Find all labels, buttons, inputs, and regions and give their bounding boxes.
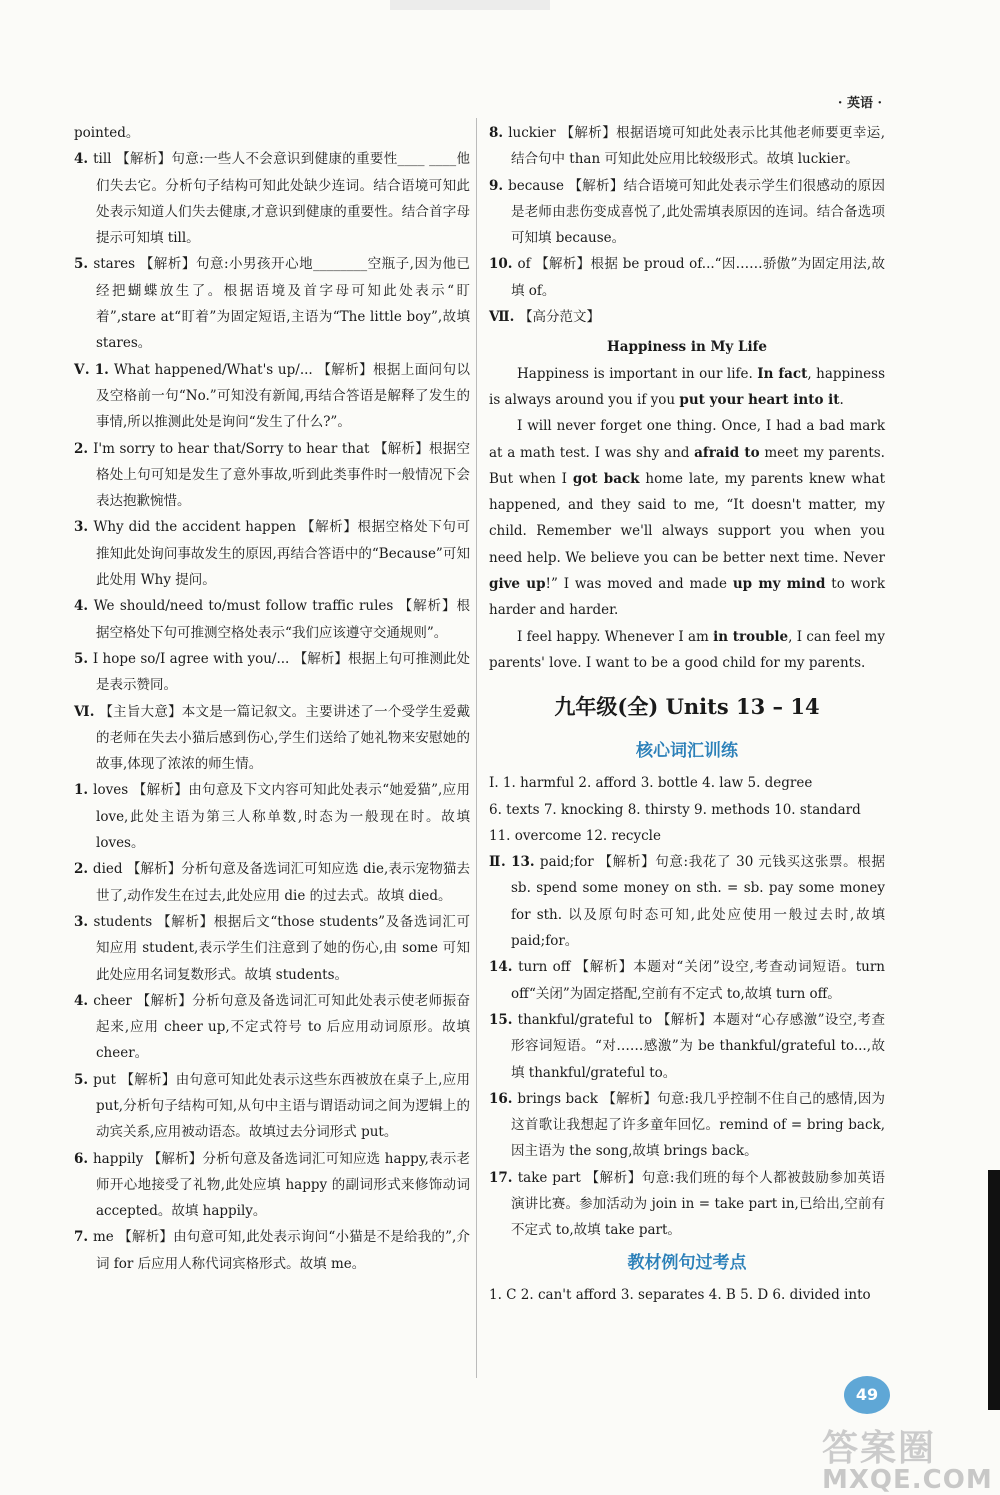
item-text: luckier 【解析】根据语境可知此处表示比其他老师要更幸运,结合句中 than 可知此处应用比较级形式。故填 luckier。 [508,125,885,168]
continued-text: pointed。 [74,125,140,141]
essay-text: to work harder and harder. [489,576,886,619]
vocab-answers [489,770,885,849]
scan-artifact [390,0,550,10]
essay-text: Happiness is important in our life. [517,365,758,382]
item-number: 6. [74,1150,93,1167]
answer-item [74,856,470,909]
item-number: 10. [489,256,518,273]
key-phrase: In fact [757,365,808,382]
section-title-examples: 教材例句过考点 [627,1252,747,1273]
subject-header: · 英语 · [837,96,882,111]
item-text: of 【解析】根据 be proud of...“因……骄傲”为固定用法,故填 of。 [511,256,886,299]
item-number: 1. [74,782,94,799]
item-text: take part 【解析】句意:我们班的每个人都被鼓励参加英语演讲比赛。参加活动为 join in = take part in,已给出,空前有不定式 to,故填 take part。 [511,1169,886,1239]
item-number: Ⅴ. 1. [74,361,114,378]
item-text: thankful/grateful to 【解析】本题对“心存感激”设空,考查形容词短语。“对……感激”为 be thankful/grateful to...,故填 thankful/grateful to。 [511,1011,885,1081]
item-number: Ⅶ. [489,309,519,326]
item-text: What happened/What's up/... 【解析】根据上面问句以及空格前一句“No.”可知没有新闻,再结合答语是解释了发生的事情,所以推测此处是询问“发生了什么?”。 [96,361,471,431]
answer-item [489,954,885,1007]
answer-item [74,909,470,988]
essay-text: . [839,391,844,408]
key-phrase: got back [572,470,640,487]
item-number: 9. [489,177,509,194]
item-text: stares 【解析】句意:小男孩开心地________空瓶子,因为他已经把蝴蝶放生了。根据语境及首字母可知此处表示“盯着”,stare at“盯着”为固定短语,主语为“The little boy”,故填 stares。 [93,256,470,352]
item-number: Ⅵ. [74,703,100,720]
key-phrase: in trouble [713,628,789,645]
answer-item [74,436,470,515]
answer-item [489,304,885,330]
essay-text: home late, my parents knew what happened, and they said to me, “It doesn't matter, my child. Remember we'll always support you when you need help. We believe you can be better next time. Never [489,470,886,566]
column-divider [476,118,477,1378]
example-answers: 1. C 2. can't afford 3. separates 4. B 5. D 6. divided into [489,1286,871,1303]
vocab-line: 11. overcome 12. recycle [489,827,661,844]
answer-item [74,988,470,1067]
answer-item [74,514,470,593]
item-text: Why did the accident happen 【解析】根据空格处下句可推知此处询问事故发生的原因,再结合答语中的“Because”可知此处用 Why 提问。 [93,519,470,589]
essay-paragraph-1 [489,361,885,414]
page-edge-tab [988,1170,1000,1410]
answer-item [74,699,470,778]
item-number: 3. [74,519,94,536]
answers-8-10 [489,120,885,330]
key-phrase: give up [489,576,546,593]
answer-item [74,1224,470,1277]
answer-item [489,1165,885,1244]
item-number: 3. [74,913,94,930]
essay-text: , I can feel my parents' love. I want to be a good child for my parents. [489,628,885,671]
item-text: I'm sorry to hear that/Sorry to hear that 【解析】根据空格处上句可知是发生了意外事故,听到此类事件时一般情况下会表达抱歉惋惜。 [93,440,471,510]
answer-item [74,593,470,646]
essay-paragraph-2 [489,413,885,623]
essay-text: meet my parents. But when I [489,444,885,487]
key-phrase: up my mind [732,576,826,593]
item-number: 2. [74,440,94,457]
item-number: 14. [489,959,519,976]
answer-item [489,849,885,954]
essay-text: I feel happy. Whenever I am [517,628,714,645]
answer-item [74,777,470,856]
essay-paragraph-3 [489,624,885,677]
item-text: put 【解析】由句意可知此处表示这些东西被放在桌子上,应用 put,分析句子结构可知,从句中主语与谓语动词之间为逻辑上的动宾关系,应用被动语态。故填过去分词形式 put。 [93,1071,471,1141]
item-number: 5. [74,650,93,667]
answer-item [489,120,885,173]
item-text: me 【解析】由句意可知,此处表示询问“小猫是不是给我的”,介词 for 后应用人称代词宾格形式。故填 me。 [93,1229,470,1272]
item-text: paid;for 【解析】句意:我花了 30 元钱买这张票。根据 sb. spend some money on sth. = sb. pay some money for sth. 以及原句时态可知,此处应使用一般过去时,故填 paid;for。 [511,854,885,950]
essay-text: , happiness is always around you if you [489,365,886,408]
answer-item [74,251,470,356]
watermark-en: MXQE.COM [822,1465,993,1495]
item-text: students 【解析】根据后文“those students”及备选词汇可知应用 student,表示学生们注意到了她的伤心,由 some 可知此处应用名词复数形式。故填 students。 [93,913,470,983]
essay-text: I will never forget one thing. Once, I had a bad mark at a math test. I was shy and [489,418,885,461]
item-number: Ⅱ. 13. [489,854,540,871]
left-column [74,120,470,1277]
item-text: brings back 【解析】句意:我几乎控制不住自己的感情,因为这首歌让我想起了许多童年回忆。remind of = bring back,因主语为 the song,故填 brings back。 [511,1090,886,1160]
unit-title: 九年级(全) Units 13 – 14 [554,694,820,720]
item-text: 【主旨大意】本文是一篇记叙文。主要讲述了一个受学生爱戴的老师在失去小猫后感到伤心,学生们送给了她礼物来安慰她的故事,体现了浓浓的师生情。 [96,703,470,773]
item-text: died 【解析】分析句意及备选词汇可知应选 die,表示宠物猫去世了,动作发生在过去,此处应用 die 的过去式。故填 died。 [92,861,470,904]
page-number: 49 [844,1376,890,1414]
answers-13-17 [489,849,885,1243]
item-number: 5. [74,256,94,273]
answer-item [74,146,470,251]
answer-item [74,1146,470,1225]
item-text: happily 【解析】分析句意及备选词汇可知应选 happy,表示老师开心地接受了礼物,此处应填 happy 的副词形式来修饰动词 accepted。故填 happily。 [92,1150,470,1220]
item-text: loves 【解析】由句意及下文内容可知此处表示“她爱猫”,应用 love,此处主语为第三人称单数,时态为一般现在时。故填 loves。 [93,782,470,852]
item-text: cheer 【解析】分析句意及备选词汇可知此处表示使老师振奋起来,应用 cheer up,不定式符号 to 后应用动词原形。故填 cheer。 [93,992,470,1062]
section-title-vocab: 核心词汇训练 [636,741,738,762]
answer-item [489,251,885,304]
vocab-line: Ⅰ. 1. harmful 2. afford 3. bottle 4. law 5. degree [489,775,813,792]
item-text: We should/need to/must follow traffic rules 【解析】根据空格处下句可推测空格处表示“我们应该遵守交通规则”。 [93,598,471,641]
item-text: turn off 【解析】本题对“关闭”设空,考查动词短语。turn off“关闭”为固定搭配,空前有不定式 to,故填 turn off。 [511,959,886,1002]
essay-text: !” I was moved and made [545,576,733,593]
answer-item [74,1067,470,1146]
answer-item [489,1086,885,1165]
item-number: 4. [74,151,94,168]
essay-title: Happiness in My Life [607,339,767,356]
key-phrase: afraid to [694,444,760,461]
vocab-line: 6. texts 7. knocking 8. thirsty 9. methods 10. standard [489,801,861,818]
item-text: I hope so/I agree with you/... 【解析】根据上句可推测此处是表示赞同。 [92,650,470,694]
item-number: 7. [74,1229,93,1246]
key-phrase: put your heart into it [679,391,840,408]
answer-item [74,357,470,436]
watermark-cn: 答案圈 [822,1428,937,1469]
answer-item [74,646,470,699]
item-number: 4. [74,992,94,1009]
item-text: till 【解析】句意:一些人不会意识到健康的重要性____ ____他们失去它。分析句子结构可知此处缺少连词。结合语境可知此处表示知道人们失去健康,才意识到健康的重要性。结合首字母提示可知填 till。 [93,151,470,247]
item-number: 17. [489,1169,518,1186]
site-watermark [822,1420,992,1495]
item-number: 2. [74,861,93,878]
item-text: 【高分范文】 [519,309,600,326]
item-number: 4. [74,598,94,615]
item-text: because 【解析】结合语境可知此处表示学生们很感动的原因是老师由悲伤变成喜悦了,此处需填表原因的连词。结合备选项可知填 because。 [508,177,885,247]
answer-item [489,1007,885,1086]
item-number: 5. [74,1071,94,1088]
item-number: 8. [489,125,509,141]
item-number: 15. [489,1011,518,1028]
item-number: 16. [489,1090,518,1107]
answer-item [489,173,885,252]
right-column [489,120,885,1308]
